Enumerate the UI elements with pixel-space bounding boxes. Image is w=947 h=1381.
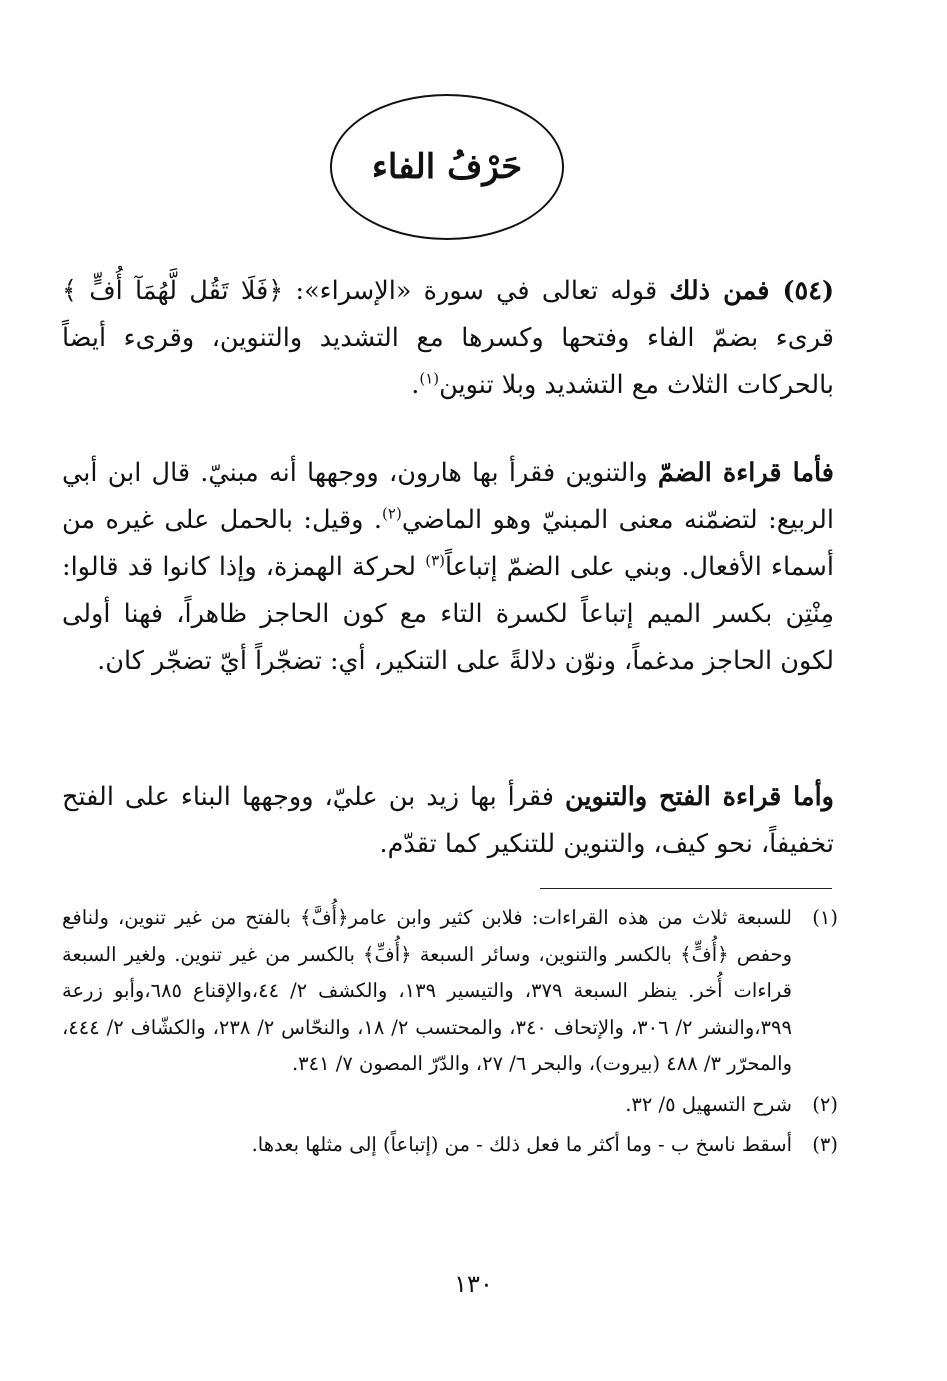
paragraph-2-text-a: والتنوين فقرأ بها هارون، ووجهها أنه مبنيّ. قال ابن أبي الربيع: لتضمّنه معنى المبنيّ وهو الماضي [62,458,834,535]
footnote-1 [62,900,838,1083]
footnote-number: (٢) [812,1092,838,1116]
footnote-text: أسقط ناسخ ب - وما أكثر ما فعل ذلك - من (إتباعاً) إلى مثلها بعدها. [251,1133,792,1156]
footnotes [62,900,838,1168]
paragraph-1-text: قوله تعالى في سورة «الإسراء»: ﴿فَلَا تَقُل لَّهُمَآ أُفٍّ ﴾ قرىء بضمّ الفاء وفتحها وكسرها مع التشديد والتنوين، وقرىء أيضاً بالحركات الثلاث مع التشديد وبلا تنوين [62,276,834,400]
footnote-ref-3: (٣) [425,551,445,570]
chapter-title-oval [330,94,564,240]
paragraph-1 [62,268,834,409]
footnote-ref-1: (١) [419,369,440,388]
footnote-divider [540,888,832,889]
footnote-2 [62,1087,838,1124]
paragraph-1-end: . [411,370,420,400]
footnote-text: شرح التسهيل ٥/ ٣٢. [625,1092,792,1116]
chapter-title: حَرْفُ الفاء [371,147,523,187]
footnote-3 [62,1127,838,1164]
paragraph-2-text-b: . وقيل: بالحمل على غيره من أسماء الأفعال. وبني على الضمّ إتباعاً [62,505,834,582]
paragraph-3 [62,774,834,868]
paragraph-1-lead: (٥٤) فمن ذلك [669,276,835,306]
page-number: ١٣٠ [454,1270,493,1298]
paragraph-2 [62,450,834,685]
paragraph-3-text: فقرأ بها زيد بن عليّ، ووجهها البناء على الفتح تخفيفاً، نحو كيف، والتنوين للتنكير كما تقدّم. [62,782,834,859]
footnote-number: (١) [812,906,838,929]
footnote-ref-2: (٢) [382,504,402,523]
footnote-number: (٣) [812,1133,838,1156]
footnote-text: للسبعة ثلاث من هذه القراءات: فلابن كثير وابن عامر﴿أُفَّ﴾ بالفتح من غير تنوين، ولنافع وحفص ﴿أُفٍّ﴾ بالكسر والتنوين، وسائر السبعة ﴿أُفِّ﴾ بالكسر من غير تنوين. ولغير السبعة قراءات أُخر. ينظر السبعة ٣٧٩، والتيسير ١٣٩، والكشف ٢/ ٤٤،والإقناع ٦٨٥،وأبو زرعة ٣٩٩،والنشر ٢/ ٣٠٦، والإتحاف ٣٤٠، والمحتسب ٢/ ١٨، والنحّاس ٢/ ٢٣٨، والكشّاف ٢/ ٤٤٤، والمحرّر ٣/ ٤٨٨ (بيروت)، والبحر ٦/ ٢٧، والدّرّ المصون ٧/ ٣٤١. [62,906,792,1075]
paragraph-2-text-c: لحركة الهمزة، وإذا كانوا قد قالوا: مِنْتِن بكسر الميم إتباعاً لكسرة التاء مع كون الحاجز ظاهراً، فهنا أولى لكون الحاجز مدغماً، ونوّن دلالةً على التنكير، أي: تضجّراً أيّ تضجّر كان. [62,552,834,676]
paragraph-3-lead: وأما قراءة الفتح والتنوين [564,782,834,812]
paragraph-2-lead: فأما قراءة الضمّ [657,458,834,488]
